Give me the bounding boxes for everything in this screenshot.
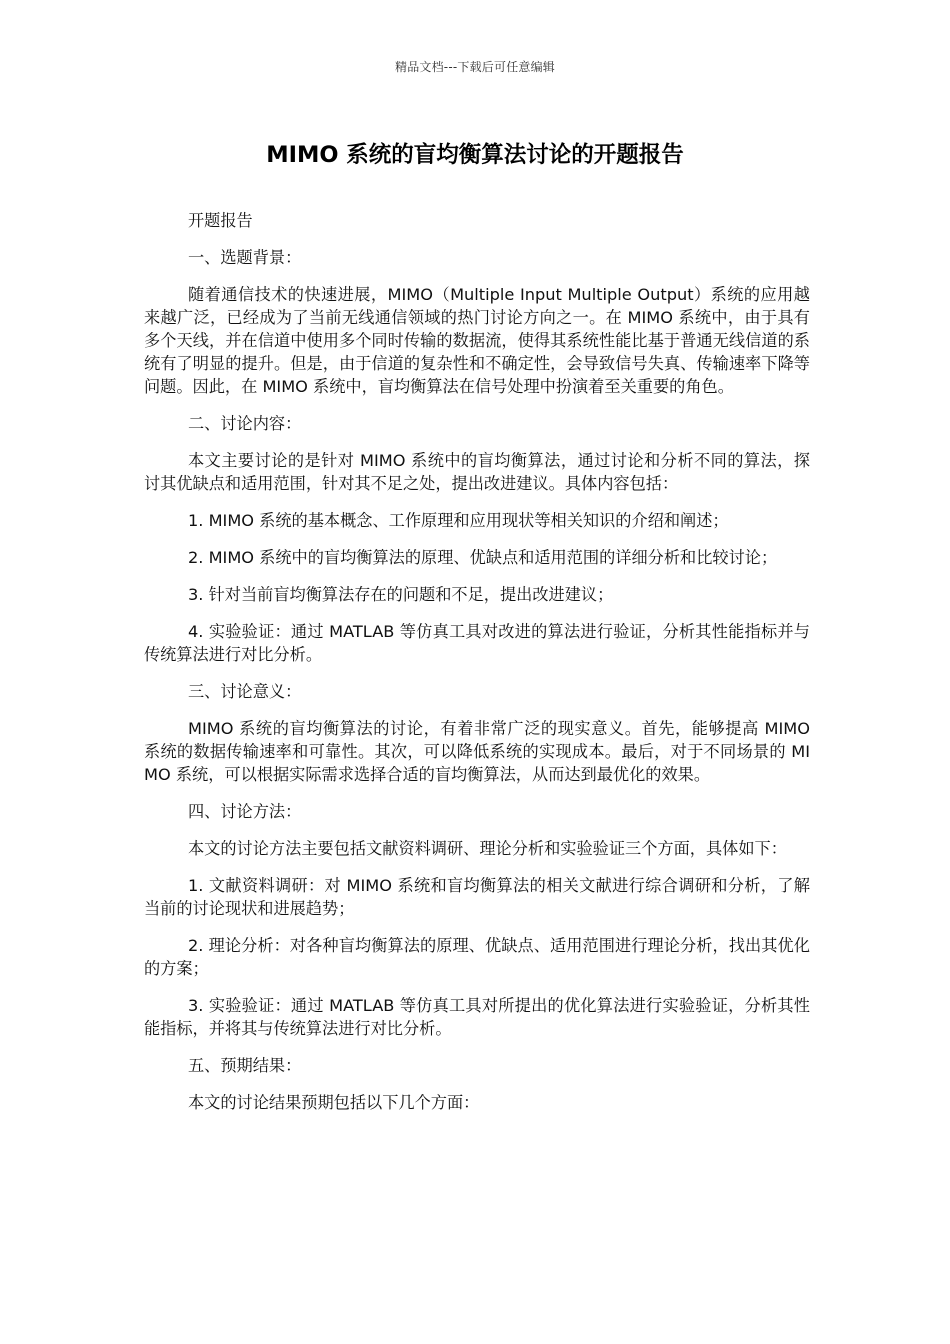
list-item-methods-3: 3. 实验验证：通过 MATLAB 等仿真工具对所提出的优化算法进行实验验证，分析其性能指标，并将其与传统算法进行对比分析。 <box>144 996 810 1038</box>
list-item-content-4: 4. 实验验证：通过 MATLAB 等仿真工具对改进的算法进行验证，分析其性能指标并与传统算法进行对比分析。 <box>144 622 810 664</box>
paragraph-report-label: 开题报告 <box>188 211 253 230</box>
list-item-methods-2: 2. 理论分析：对各种盲均衡算法的原理、优缺点、适用范围进行理论分析，找出其优化的方案； <box>144 936 810 978</box>
paragraph-significance: MIMO 系统的盲均衡算法的讨论，有着非常广泛的现实意义。首先，能够提高 MIMO 系统的数据传输速率和可靠性。其次，可以降低系统的实现成本。最后，对于不同场景的 MIMO 系统，可以根据实际需求选择合适的盲均衡算法，从而达到最优化的效果。 <box>144 719 810 784</box>
document-title: MIMO 系统的盲均衡算法讨论的开题报告 <box>266 142 684 168</box>
list-item-content-1: 1. MIMO 系统的基本概念、工作原理和应用现状等相关知识的介绍和阐述； <box>188 511 729 530</box>
section-heading-significance: 三、讨论意义： <box>188 682 302 701</box>
paragraph-methods-intro: 本文的讨论方法主要包括文献资料调研、理论分析和实验验证三个方面，具体如下： <box>188 839 787 858</box>
list-item-methods-1: 1. 文献资料调研：对 MIMO 系统和盲均衡算法的相关文献进行综合调研和分析，了解当前的讨论现状和进展趋势； <box>144 876 810 918</box>
paragraph-content-intro: 本文主要讨论的是针对 MIMO 系统中的盲均衡算法，通过讨论和分析不同的算法，探讨其优缺点和适用范围，针对其不足之处，提出改进建议。具体内容包括： <box>144 451 810 493</box>
document-body <box>144 209 810 1128</box>
paragraph-background: 随着通信技术的快速进展，MIMO（Multiple Input Multiple Output）系统的应用越来越广泛，已经成为了当前无线通信领域的热门讨论方向之一。在 MIMO 系统中，由于具有多个天线，并在信道中使用多个同时传输的数据流，使得其系统性能比基于普通无线信道的系统有了明显的提升。但是，由于信道的复杂性和不确定性，会导致信号失真、传输速率下降等问题。因此，在 MIMO 系统中，盲均衡算法在信号处理中扮演着至关重要的角色。 <box>144 285 810 396</box>
list-item-content-2: 2. MIMO 系统中的盲均衡算法的原理、优缺点和适用范围的详细分析和比较讨论； <box>188 548 778 567</box>
list-item-content-3: 3. 针对当前盲均衡算法存在的问题和不足，提出改进建议； <box>188 585 614 604</box>
paragraph-expected-results: 本文的讨论结果预期包括以下几个方面： <box>188 1093 480 1112</box>
section-heading-content: 二、讨论内容： <box>188 414 302 433</box>
header-note: 精品文档---下载后可任意编辑 <box>395 60 555 74</box>
section-heading-background: 一、选题背景： <box>188 248 302 267</box>
section-heading-expected-results: 五、预期结果： <box>188 1056 302 1075</box>
section-heading-methods: 四、讨论方法： <box>188 802 302 821</box>
